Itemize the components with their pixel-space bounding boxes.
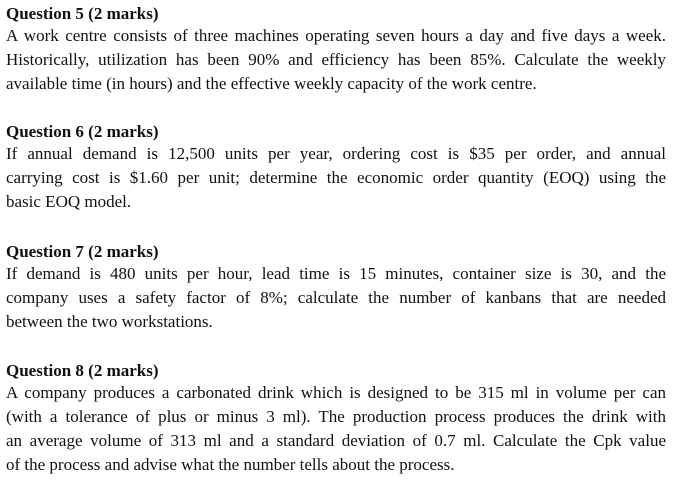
question-7 xyxy=(6,242,666,334)
question-6-line-3: basic EOQ model. xyxy=(6,192,132,211)
question-5-title: Question 5 (2 marks) xyxy=(6,4,159,23)
question-7-line-1: If demand is 480 units per hour, lead time is 15 minutes, container size is 30, and the xyxy=(6,264,666,283)
question-8-line-2: (with a tolerance of plus or minus 3 ml). The production process produces the drink with xyxy=(6,407,666,426)
question-5-line-2: Historically, utilization has been 90% and efficiency has been 85%. Calculate the weekly xyxy=(6,50,666,69)
question-6-title: Question 6 (2 marks) xyxy=(6,122,159,141)
question-7-title: Question 7 (2 marks) xyxy=(6,242,159,261)
question-8-line-4: of the process and advise what the number tells about the process. xyxy=(6,455,455,474)
question-7-line-3: between the two workstations. xyxy=(6,312,213,331)
question-7-line-2: company uses a safety factor of 8%; calculate the number of kanbans that are needed xyxy=(6,288,666,307)
question-5 xyxy=(6,4,666,96)
question-7-text xyxy=(6,262,666,334)
question-8-text xyxy=(6,381,666,477)
question-6 xyxy=(6,122,666,214)
question-8-line-3: an average volume of 313 ml and a standard deviation of 0.7 ml. Calculate the Cpk value xyxy=(6,431,666,450)
question-8 xyxy=(6,361,666,477)
question-8-line-1: A company produces a carbonated drink which is designed to be 315 ml in volume per can xyxy=(6,383,666,402)
question-5-text xyxy=(6,24,666,96)
question-6-line-1: If annual demand is 12,500 units per year, ordering cost is $35 per order, and annual xyxy=(6,144,666,163)
question-6-line-2: carrying cost is $1.60 per unit; determine the economic order quantity (EOQ) using the xyxy=(6,168,666,187)
question-5-line-3: available time (in hours) and the effective weekly capacity of the work centre. xyxy=(6,74,537,93)
question-8-title: Question 8 (2 marks) xyxy=(6,361,159,380)
question-5-line-1: A work centre consists of three machines operating seven hours a day and five days a week. xyxy=(6,26,666,45)
question-6-text xyxy=(6,142,666,214)
